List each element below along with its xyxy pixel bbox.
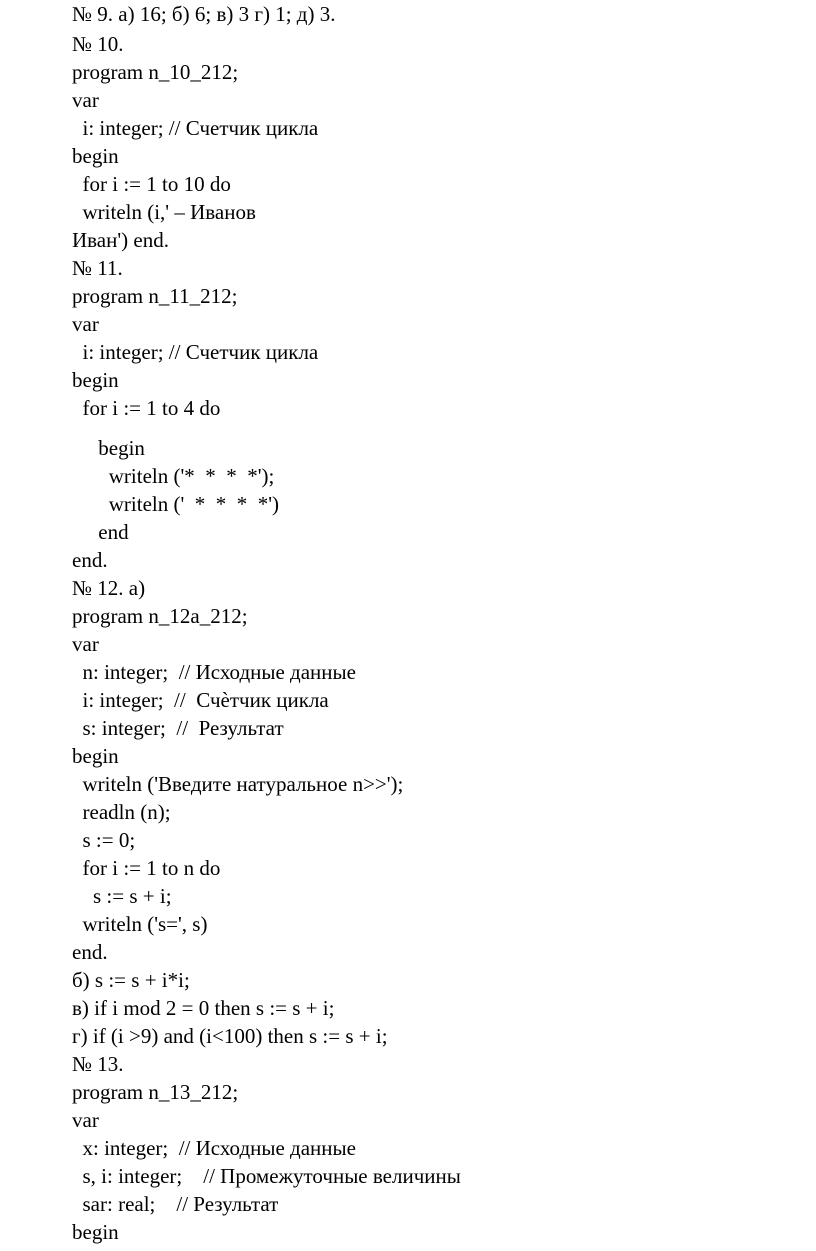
code-line: n: integer; // Исходные данные [72, 660, 356, 684]
task-heading-13: № 13. [72, 1052, 124, 1076]
code-line: end. [72, 940, 108, 964]
task-heading-12: № 12. а) [72, 576, 146, 600]
code-line: program n_11_212; [72, 284, 238, 308]
code-line: writeln (i,' – Иванов [72, 200, 256, 224]
code-line: program n_10_212; [72, 60, 239, 84]
code-line: writeln (' * * * *') [72, 492, 280, 516]
code-line: x: integer; // Исходные данные [72, 1136, 356, 1160]
code-line: begin [72, 368, 119, 392]
variant-line-v: в) if i mod 2 = 0 then s := s + i; [72, 996, 335, 1020]
code-line: var [72, 632, 99, 656]
code-line: begin [72, 144, 119, 168]
code-line: writeln ('* * * *'); [72, 464, 275, 488]
answer-line-9: № 9. а) 16; б) 6; в) 3 г) 1; д) 3. [72, 2, 336, 26]
code-line: i: integer; // Счетчик цикла [72, 116, 319, 140]
code-line: s := 0; [72, 828, 136, 852]
code-line: program n_13_212; [72, 1080, 239, 1104]
code-line: s, i: integer; // Промежуточные величины [72, 1164, 461, 1188]
code-line: var [72, 1108, 99, 1132]
code-line: s: integer; // Результат [72, 716, 284, 740]
code-line: program n_12a_212; [72, 604, 248, 628]
code-line: var [72, 312, 99, 336]
code-line: s := s + i; [72, 884, 172, 908]
code-line: begin [72, 1220, 119, 1244]
code-line: sar: real; // Результат [72, 1192, 279, 1216]
code-line: for i := 1 to 10 do [72, 172, 231, 196]
code-line: readln (n); [72, 800, 171, 824]
code-line: begin [72, 436, 145, 460]
variant-line-g: г) if (i >9) and (i<100) then s := s + i; [72, 1024, 388, 1048]
code-line: var [72, 88, 99, 112]
code-line: end [72, 520, 129, 544]
code-line: writeln ('s=', s) [72, 912, 208, 936]
code-line: i: integer; // Счѐтчик цикла [72, 688, 329, 712]
code-line: for i := 1 to 4 do [72, 396, 221, 420]
variant-line-b: б) s := s + i*i; [72, 968, 190, 992]
code-line: i: integer; // Счетчик цикла [72, 340, 319, 364]
task-heading-10: № 10. [72, 32, 124, 56]
code-line: for i := 1 to n do [72, 856, 221, 880]
code-line: begin [72, 744, 119, 768]
task-heading-11: № 11. [72, 256, 123, 280]
code-line: end. [72, 548, 108, 572]
code-line: Иван') end. [72, 228, 169, 252]
code-line: writeln ('Введите натуральное n>>'); [72, 772, 404, 796]
